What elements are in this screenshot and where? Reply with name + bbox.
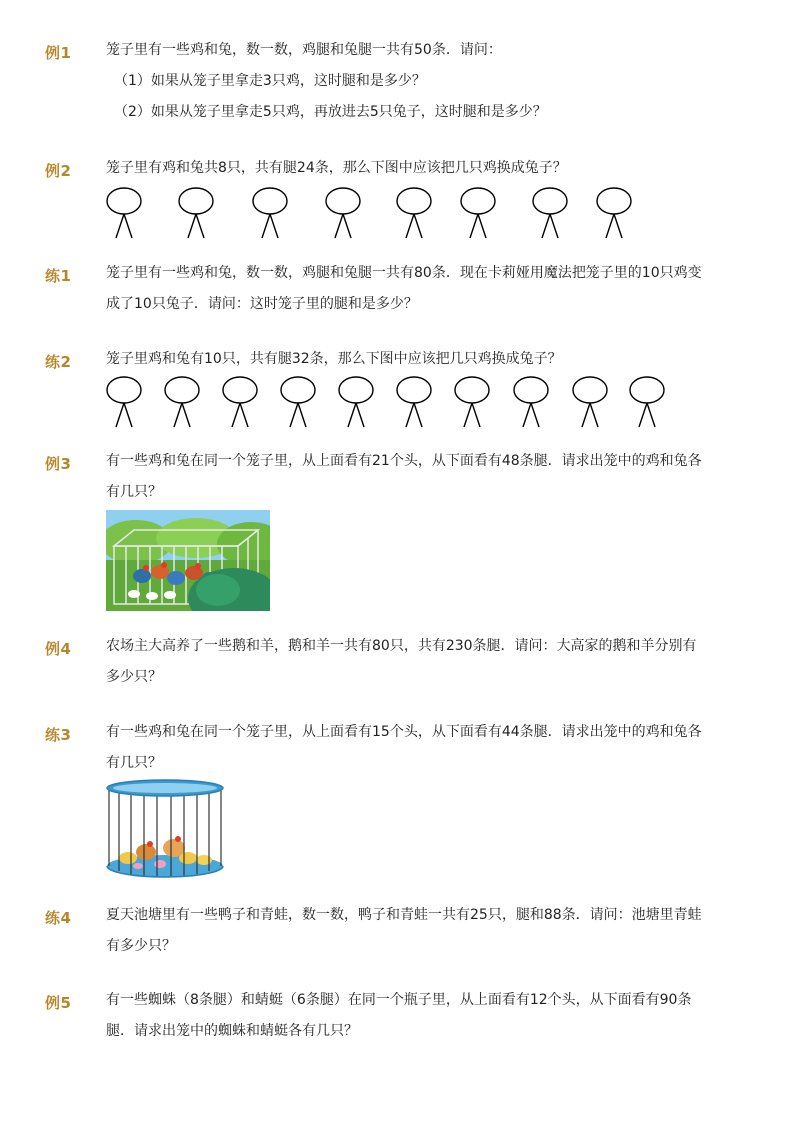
chicken-figure [165, 377, 199, 427]
chicken-figure [107, 377, 141, 427]
problem-label: 练4 [45, 909, 72, 927]
chicken-figure [179, 188, 213, 238]
problem-line: 笼子里鸡和兔有10只，共有腿32条，那么下图中应该把几只鸡换成兔子？ [106, 351, 562, 367]
cage-illustration-rect [106, 510, 270, 611]
problem-label: 例5 [45, 994, 72, 1012]
problem-label: 练1 [45, 267, 72, 285]
chicken-figure [107, 188, 141, 238]
problem-text [106, 631, 726, 693]
problem-label: 例4 [45, 640, 72, 658]
chicken-figure [397, 377, 431, 427]
problem-label: 例2 [45, 162, 72, 180]
problem-text [106, 35, 726, 128]
problem-text [106, 717, 726, 779]
chicken-figure [533, 188, 567, 238]
chicken-figure [597, 188, 631, 238]
chicken-figure [514, 377, 548, 427]
problem-label: 例1 [45, 44, 72, 62]
problem-line: 有多少只？ [106, 938, 176, 954]
chicken-figures-row-10 [0, 373, 800, 433]
chicken-figure [253, 188, 287, 238]
problem-line: 笼子里有一些鸡和兔，数一数，鸡腿和兔腿一共有80条．现在卡莉娅用魔法把笼子里的10只鸡变 [106, 265, 702, 281]
problem-text [106, 153, 726, 184]
sub-question: （2）如果从笼子里拿走5只鸡，再放进去5只兔子，这时腿和是多少？ [114, 104, 547, 120]
problem-line: 笼子里有鸡和兔共8只，共有腿24条，那么下图中应该把几只鸡换成兔子？ [106, 160, 567, 176]
problem-line: 腿．请求出笼中的蜘蛛和蜻蜓各有几只？ [106, 1023, 358, 1039]
problem-line: 多少只？ [106, 669, 162, 685]
problem-text [106, 446, 726, 508]
chicken-figure [455, 377, 489, 427]
sub-question: （1）如果从笼子里拿走3只鸡，这时腿和是多少？ [114, 73, 426, 89]
chicken-figure [630, 377, 664, 427]
chicken-figure [397, 188, 431, 238]
problem-line: 笼子里有一些鸡和兔，数一数，鸡腿和兔腿一共有50条．请问： [106, 42, 502, 58]
problem-text [106, 344, 726, 375]
problem-line: 成了10只兔子．请问：这时笼子里的腿和是多少？ [106, 296, 418, 312]
problem-line: 有一些蜘蛛（8条腿）和蜻蜓（6条腿）在同一个瓶子里，从上面看有12个头，从下面看有90条 [106, 992, 692, 1008]
problem-line: 有几只？ [106, 755, 162, 771]
chicken-figure [223, 377, 257, 427]
problem-line: 有一些鸡和兔在同一个笼子里，从上面看有15个头，从下面看有44条腿．请求出笼中的鸡和兔各 [106, 724, 702, 740]
problem-text [106, 985, 726, 1047]
problem-line: 有一些鸡和兔在同一个笼子里，从上面看有21个头，从下面看有48条腿．请求出笼中的鸡和兔各 [106, 453, 702, 469]
chicken-figure [339, 377, 373, 427]
chicken-figure [281, 377, 315, 427]
chicken-figure [573, 377, 607, 427]
problem-text [106, 900, 726, 962]
chicken-figure [326, 188, 360, 238]
chicken-figures-row-8 [0, 184, 800, 244]
problem-line: 有几只？ [106, 484, 162, 500]
problem-label: 练3 [45, 726, 72, 744]
problem-text [106, 258, 726, 320]
problem-label: 练2 [45, 353, 72, 371]
cage-illustration-round [104, 778, 226, 880]
problem-line: 农场主大高养了一些鹅和羊，鹅和羊一共有80只，共有230条腿．请问：大高家的鹅和羊分别有 [106, 638, 697, 654]
chicken-figure [461, 188, 495, 238]
problem-label: 例3 [45, 455, 72, 473]
problem-line: 夏天池塘里有一些鸭子和青蛙，数一数，鸭子和青蛙一共有25只，腿和88条．请问：池塘里青蛙 [106, 907, 702, 923]
